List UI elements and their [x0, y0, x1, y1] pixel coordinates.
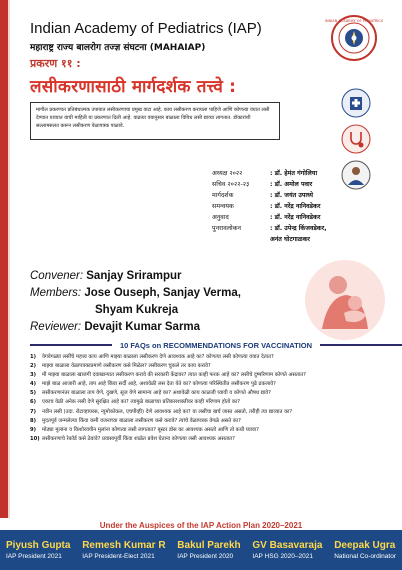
faq-number: 4)	[30, 381, 36, 388]
faq-question: लसीकरणानंतर बाळाला ताप येणे, दुखणे, सूज येणे सामान्य आहे का? अशावेळी काय काळजी घ्यावी व कोणते औषध द्यावे?	[42, 390, 271, 397]
seal-ring-text: INDIAN ACADEMY OF PEDIATRICS	[324, 19, 384, 23]
credit-role: मार्गदर्शक	[212, 192, 234, 199]
faq-heading: 10 FAQs on RECOMMENDATIONS FOR VACCINATION	[112, 341, 320, 350]
auspices-line: Under the Auspices of the IAP Action Plan 2020–2021	[99, 521, 303, 530]
faq-question: मोठ्या मुलांना व किशोरवयीन मुलांना कोणत्या लसी लागतात? बूस्टर डोस का आवश्यक असतो आणि तो कधी घ्यावा?	[42, 426, 259, 433]
org-title: Indian Academy of Pediatrics (IAP)	[30, 20, 262, 37]
faq-question: माझे बाळ आजारी आहे, ताप आहे किंवा सर्दी आहे, अशावेळी लस देता येते का? कोणत्या परिस्थितीत लसीकरण पुढे ढकलावे?	[42, 381, 276, 388]
faq-number: 9)	[30, 426, 36, 433]
left-accent-stripe-light	[8, 0, 10, 518]
iap-seal-icon	[324, 14, 384, 62]
hospital-icon	[341, 88, 371, 118]
credit-role	[212, 234, 270, 245]
credit-name: : डॉ. जयंत उपाध्ये	[270, 192, 314, 199]
credit-name: : डॉ. उपेन्द्र किंजवडेकर,	[270, 225, 327, 232]
credit-row	[212, 179, 392, 190]
faq-number: 5)	[30, 390, 36, 397]
credit-row	[212, 212, 392, 223]
credit-row	[212, 234, 392, 245]
credit-role: अध्यक्ष २०२२	[212, 170, 243, 177]
person-role: IAP President-Elect 2021	[82, 553, 155, 560]
faq-number: 8)	[30, 417, 36, 424]
faq-number: 6)	[30, 399, 36, 406]
footer-person	[82, 530, 165, 570]
chapter-title: लसीकरणासाठी मार्गदर्शक तत्त्वे :	[30, 77, 237, 97]
credit-role: समन्वयक	[212, 203, 234, 210]
divider	[30, 344, 112, 346]
person-role: IAP President 2021	[6, 553, 62, 560]
credit-row	[212, 223, 392, 234]
footer-person	[252, 530, 322, 570]
reviewer-row	[30, 319, 241, 336]
credit-name: : डॉ. हेमंत गंगोलिया	[270, 170, 318, 177]
list-item	[30, 436, 394, 444]
footer-person	[177, 530, 240, 570]
faq-number: 2)	[30, 363, 36, 370]
person-name: Deepak Ugra	[334, 540, 396, 551]
faq-question: नवीन लसी (उदा. रोटाव्हायरस, न्यूमोकोकल, एचपीव्ही) देणे आवश्यक आहे का? या लसींचा खर्च जास्त असतो, तरीही त्या द्याव्यात का?	[42, 408, 293, 415]
list-item	[30, 354, 394, 362]
faq-question: मुदतपूर्व जन्मलेल्या किंवा कमी वजनाच्या बाळाला लसीकरण कसे करावे? त्यांचे वेळापत्रक वेगळे असते का?	[42, 417, 241, 424]
intro-note-box: मागील प्रकरणात प्रतिबंधात्मक उपायात लसीकरणाचा प्रमुख वाटा आहे. काय लसीकरण करायला पाहिजे आणि कोणत्या वयात लसी देण्यात याव्यात याची माहिती या प्रकरणात दिली आहे. वाढत्या वयानुसार बाळाला विविध लसी द्याव्या लागतात. डॉक्टरांशी सल्लामसलत करून लसीकरण वेळापत्रक पाळावे.	[30, 102, 280, 140]
left-accent-stripe	[0, 0, 8, 518]
footer-leadership-bar	[0, 530, 402, 570]
faq-question: मी माझ्या बाळाला खाजगी दवाखान्यात लसीकरण करावे की सरकारी केंद्रावर? त्यात काही फरक आहे का? लसीचे दुष्परिणाम कोणते असतात?	[42, 372, 306, 379]
list-item	[30, 390, 394, 398]
faq-number: 10)	[30, 435, 40, 442]
mother-child-illustration	[300, 255, 390, 345]
reviewer-name: Devajit Kumar Sarma	[84, 321, 201, 333]
credit-role: पुनरावलोकन	[212, 225, 242, 232]
footer-person	[334, 530, 396, 570]
faq-question: लसीकरणाचे रेकॉर्ड कसे ठेवावे? प्रवासापूर्वी किंवा शाळेत प्रवेश घेताना कोणत्या लसी आवश्यक असतात?	[42, 435, 235, 442]
credit-role: अनुवाद	[212, 214, 229, 221]
committee-block	[30, 268, 241, 336]
credit-role: सचिव २०२२-२३	[212, 181, 250, 188]
org-subtitle: महाराष्ट्र राज्य बालरोग तज्ज्ञ संघटना (MAHAIAP)	[30, 43, 206, 53]
list-item	[30, 409, 394, 417]
person-name: Remesh Kumar R	[82, 540, 166, 551]
list-item	[30, 418, 394, 426]
person-name: GV Basavaraja	[252, 540, 323, 551]
reviewer-label: Reviewer:	[30, 321, 82, 333]
credit-row	[212, 201, 392, 212]
faq-question: माझ्या बाळाला वेळापत्रकाप्रमाणे लसीकरण कसे मिळेल? लसीकरण चुकले तर काय करावे?	[42, 363, 211, 370]
convener-label: Convener:	[30, 270, 84, 282]
footer-person	[6, 530, 70, 570]
faq-number: 7)	[30, 408, 36, 415]
list-item	[30, 363, 394, 371]
convener-name: Sanjay Srirampur	[86, 270, 182, 282]
credits-list	[212, 168, 392, 245]
person-name: Bakul Parekh	[177, 540, 241, 551]
members-row	[30, 285, 241, 302]
list-item	[30, 372, 394, 380]
credit-row	[212, 190, 392, 201]
faq-question: एकाच वेळी अनेक लसी देणे सुरक्षित आहे का? त्यामुळे बाळाच्या प्रतिकारशक्तीवर काही परिणाम होतो का?	[42, 399, 240, 406]
person-role: National Co-ordinator	[334, 553, 396, 560]
members-names-continued: Shyam Kukreja	[95, 304, 179, 316]
list-item	[30, 427, 394, 435]
person-role: IAP HSG 2020–2021	[252, 553, 313, 560]
faq-question: वेगवेगळ्या लसींचे महत्त्व काय आणि माझ्या बाळाला लसीकरण देणे आवश्यक आहे का? कोणत्या लसी कोणत्या वयात देतात?	[42, 354, 274, 360]
faq-section-bar	[30, 336, 402, 354]
credit-name: अनंत घोटगाळकर	[270, 236, 310, 243]
credit-name: : डॉ. नरेंद्र नानिवडेकर	[270, 203, 321, 210]
faq-number: 1)	[30, 354, 36, 360]
faq-number: 3)	[30, 372, 36, 379]
chapter-number: प्रकरण ११ :	[30, 57, 81, 70]
list-item	[30, 381, 394, 389]
members-names: Jose Ouseph, Sanjay Verma,	[84, 287, 241, 299]
stethoscope-icon	[341, 124, 371, 154]
person-name: Piyush Gupta	[6, 540, 71, 551]
faq-list	[30, 354, 394, 445]
divider	[320, 344, 402, 346]
person-role: IAP President 2020	[177, 553, 234, 560]
credit-row	[212, 168, 392, 179]
credit-name: : डॉ. नरेंद्र नानिवडेकर	[270, 214, 321, 221]
credit-name: : डॉ. अमोल पवार	[270, 181, 313, 188]
members-row-continued	[30, 302, 241, 319]
convener-row	[30, 268, 241, 285]
list-item	[30, 399, 394, 407]
members-label: Members:	[30, 287, 82, 299]
